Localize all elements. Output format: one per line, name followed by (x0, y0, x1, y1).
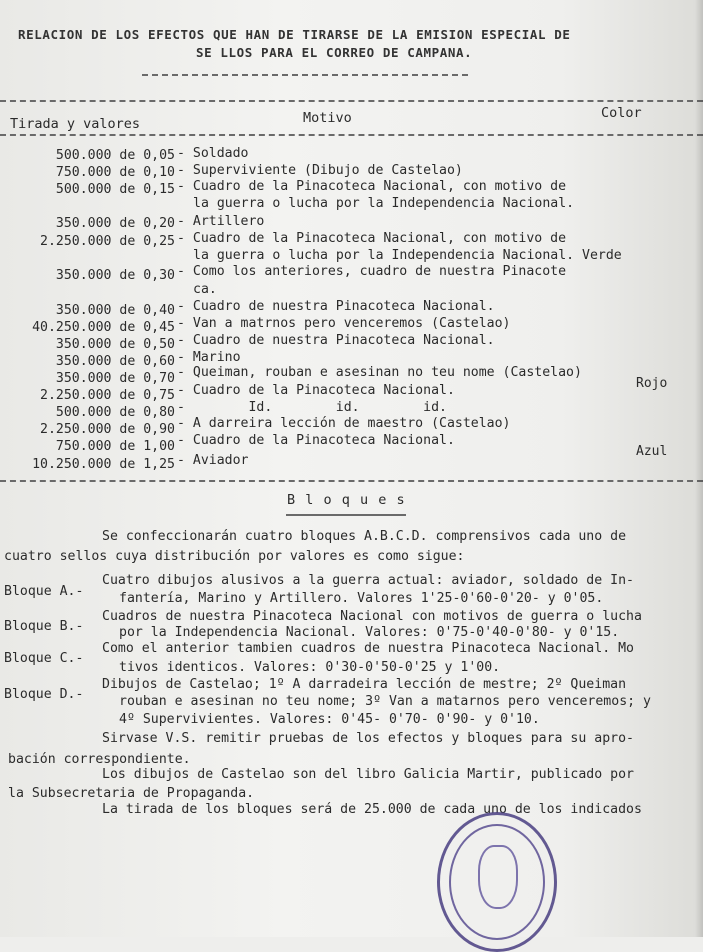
header-rule-top (0, 100, 703, 102)
bloque-d-line-2: rouban e asesinan no teu nome; 3º Van a matarnos pero venceremos; y (119, 694, 651, 709)
row-tirada: 350.000 de 0,40 (55, 303, 175, 318)
row-motivo: - Cuadro de nuestra Pinacoteca Nacional. (177, 333, 495, 348)
bloques-heading: B l o q u e s (287, 492, 406, 508)
intro-line-1: Se confeccionarán cuatro bloques A.B.C.D. comprensivos cada uno de (102, 529, 627, 544)
row-tirada: 2.250.000 de 0,75 (40, 388, 175, 403)
row-tirada: 350.000 de 0,70 (55, 371, 175, 386)
bloque-b-line-2: por la Independencia Nacional. Valores: 0'75-0'40-0'80- y 0'15. (119, 625, 620, 640)
row-motivo: - Id. id. id. (177, 400, 447, 415)
row-motivo: - Superviviente (Dibujo de Castelao) (177, 163, 463, 178)
bloque-d-label: Bloque D.- (4, 687, 84, 702)
row-motivo-continued: la guerra o lucha por la Independencia Nacional. Verde (193, 248, 622, 263)
row-motivo: - Artillero (177, 214, 265, 229)
row-tirada: 350.000 de 0,20 (55, 216, 175, 231)
row-tirada: 350.000 de 0,30 (55, 268, 175, 283)
bloque-d-line-1: Dibujos de Castelao; 1º A darradeira lección de mestre; 2º Queiman (102, 677, 627, 692)
row-motivo: - Cuadro de la Pinacoteca Nacional, con motivo de (177, 231, 567, 246)
table-rule-bottom (0, 480, 703, 482)
row-tirada: 10.250.000 de 1,25 (32, 457, 175, 472)
bloque-c-label: Bloque C.- (4, 651, 84, 666)
header-rule-bottom (0, 134, 703, 136)
page-edge-shadow (695, 0, 703, 937)
paragraph-1-line-2: bación correspondiente. (8, 752, 191, 767)
row-motivo: - Soldado (177, 146, 249, 161)
row-motivo: - Cuadro de la Pinacoteca Nacional, con motivo de (177, 179, 567, 194)
column-header-tirada: Tirada y valores (10, 116, 141, 132)
row-motivo: - Aviador (177, 453, 249, 468)
row-motivo: - A darreira lección de maestro (Castelao) (177, 416, 511, 431)
row-tirada: 350.000 de 0,60 (55, 354, 175, 369)
bloque-b-label: Bloque B.- (4, 619, 84, 634)
bloque-c-line-1: Como el anterior tambien cuadros de nuestra Pinacoteca Nacional. Mo (102, 641, 634, 656)
paragraph-2-line-2: la Subsecretaria de Propaganda. (8, 786, 255, 801)
title-underline (142, 74, 468, 76)
paragraph-3-line-1: La tirada de los bloques será de 25.000 de cada uno de los indicados (102, 802, 642, 817)
paragraph-1-line-1: Sirvase V.S. remitir pruebas de los efectos y bloques para su apro- (102, 731, 634, 746)
row-tirada: 40.250.000 de 0,45 (32, 320, 175, 335)
row-tirada: 350.000 de 0,50 (55, 337, 175, 352)
bloque-a-line-2: fantería, Marino y Artillero. Valores 1'25-0'60-0'20- y 0'05. (119, 591, 604, 606)
bloques-underline (286, 514, 406, 516)
row-motivo: - Como los anteriores, cuadro de nuestra Pinacote (177, 264, 567, 279)
row-motivo: - Marino (177, 350, 241, 365)
row-tirada: 2.250.000 de 0,90 (40, 422, 175, 437)
column-header-color: Color (601, 105, 642, 121)
row-tirada: 2.250.000 de 0,25 (40, 234, 175, 249)
row-motivo: - Van a matrnos pero venceremos (Castelao) (177, 316, 511, 331)
row-tirada: 500.000 de 0,80 (55, 405, 175, 420)
row-tirada: 750.000 de 1,00 (55, 439, 175, 454)
bloque-d-line-3: 4º Supervivientes. Valores: 0'45- 0'70- 0'90- y 0'10. (119, 712, 540, 727)
bloque-b-line-1: Cuadros de nuestra Pinacoteca Nacional con motivos de guerra o lucha (102, 609, 642, 624)
row-tirada: 500.000 de 0,15 (55, 182, 175, 197)
row-motivo: - Cuadro de la Pinacoteca Nacional. (177, 433, 455, 448)
paragraph-2-line-1: Los dibujos de Castelao son del libro Galicia Martir, publicado por (102, 767, 634, 782)
bloque-a-line-1: Cuatro dibujos alusivos a la guerra actual: aviador, soldado de In- (102, 573, 634, 588)
title-line-2: SE LLOS PARA EL CORREO DE CAMPANA. (196, 45, 473, 60)
column-header-motivo: Motivo (303, 110, 352, 126)
row-motivo-continued: ca. (193, 282, 217, 297)
official-stamp (437, 812, 557, 952)
row-motivo-continued: la guerra o lucha por la Independencia Nacional. (193, 196, 575, 211)
color-label-rojo: Rojo (636, 376, 668, 391)
title-line-1: RELACION DE LOS EFECTOS QUE HAN DE TIRARSE DE LA EMISION ESPECIAL DE (18, 27, 571, 42)
row-motivo: - Queiman, rouban e asesinan no teu nome (Castelao) (177, 365, 582, 380)
color-label-azul: Azul (636, 444, 668, 459)
row-motivo: - Cuadro de nuestra Pinacoteca Nacional. (177, 299, 495, 314)
bloque-c-line-2: tivos identicos. Valores: 0'30-0'50-0'25 y 1'00. (119, 660, 501, 675)
intro-line-2: cuatro sellos cuya distribución por valores es como sigue: (4, 549, 465, 564)
bloque-a-label: Bloque A.- (4, 584, 84, 599)
row-motivo: - Cuadro de la Pinacoteca Nacional. (177, 383, 455, 398)
row-tirada: 500.000 de 0,05 (55, 148, 175, 163)
row-tirada: 750.000 de 0,10 (55, 165, 175, 180)
